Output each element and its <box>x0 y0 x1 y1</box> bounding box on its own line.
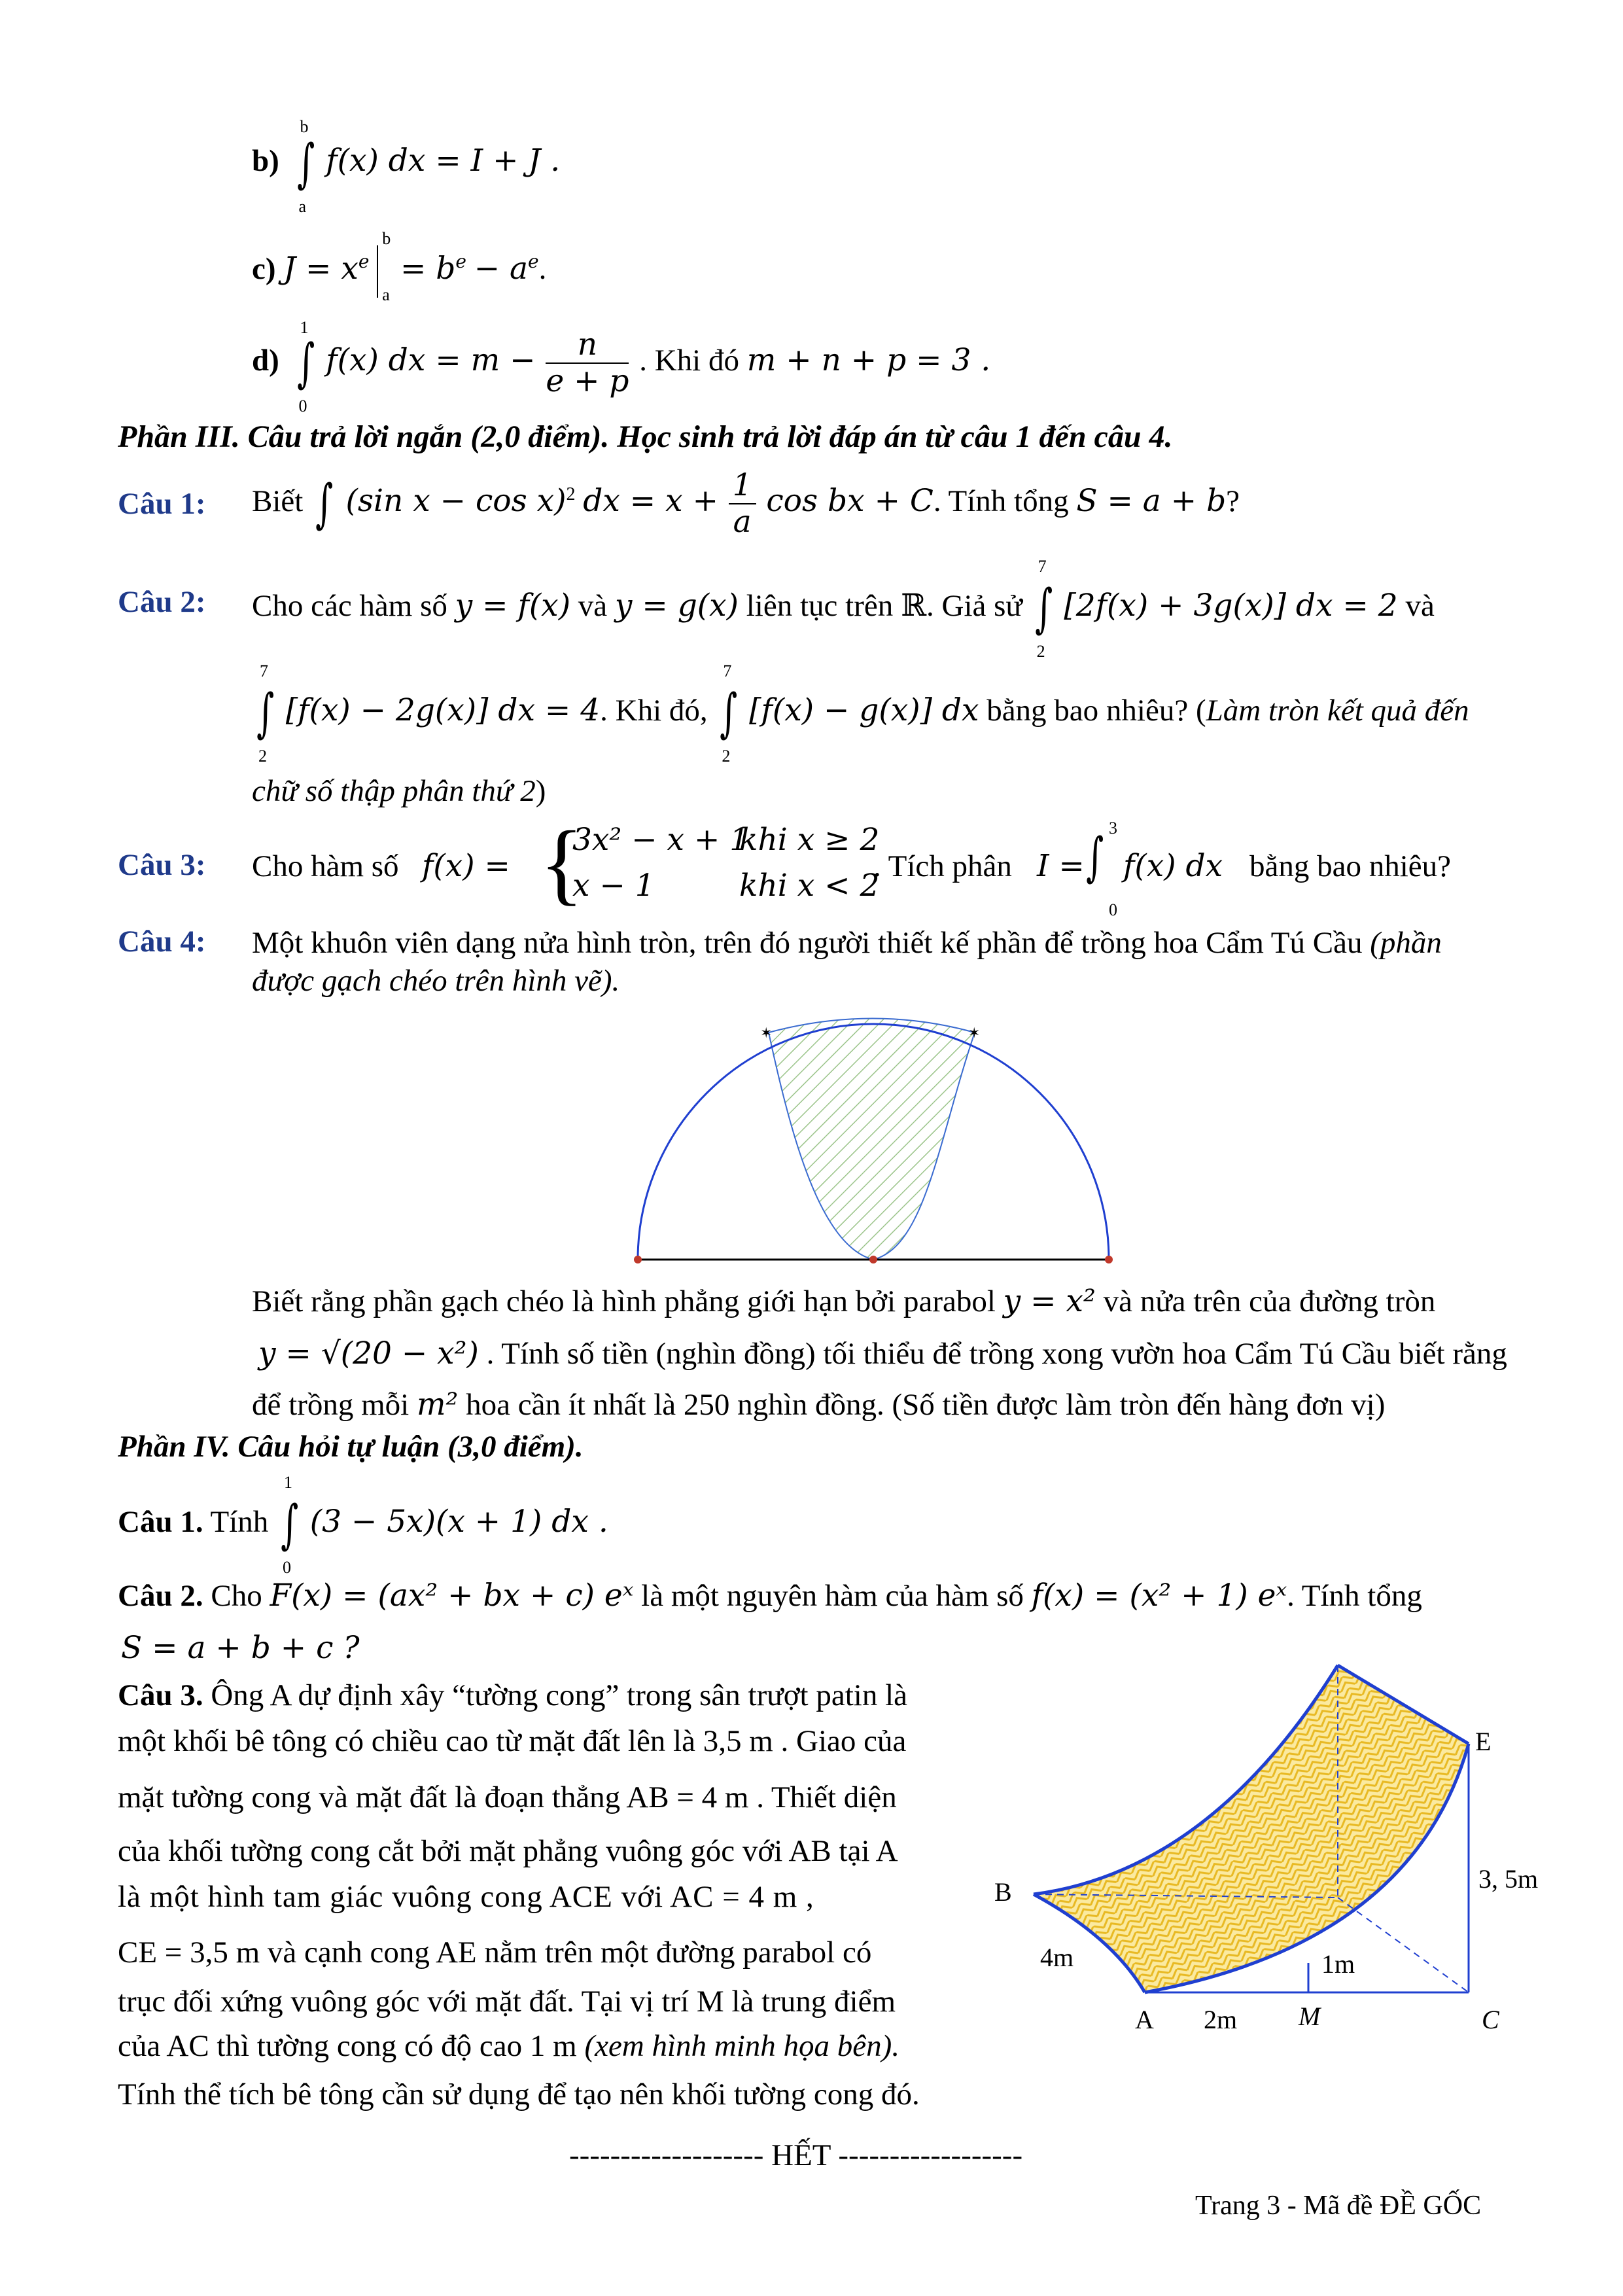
f-expr: y = f(x) <box>455 587 571 624</box>
part3-q2-label: Câu 2: <box>118 585 206 619</box>
item-d-expr: f(x) dx = m − <box>326 342 536 378</box>
expr: (3 − 5x)(x + 1) dx . <box>309 1503 608 1540</box>
lower-limit: 2 <box>1036 642 1045 661</box>
int2: [f(x) − 2g(x)] dx = 4 <box>285 692 601 728</box>
label: Câu 2. <box>118 1579 203 1613</box>
fx: f(x) = <box>422 848 510 884</box>
text: . Tính tổng <box>1287 1579 1422 1613</box>
part4-q3-line7: trục đối xứng vuông góc với mặt đất. Tại vị trí M là trung điểm <box>118 1985 896 2019</box>
upper-limit: b <box>300 117 309 136</box>
integral-sign: ∫ <box>1086 826 1104 887</box>
upper-limit: 1 <box>300 318 309 338</box>
text: và <box>578 588 608 623</box>
text: . Tích phân <box>873 849 1012 883</box>
text: Tính <box>210 1504 269 1539</box>
text: bằng bao nhiêu? ( <box>986 693 1206 728</box>
lower-limit: 0 <box>283 1558 292 1577</box>
exp: e <box>358 251 370 273</box>
text: ) <box>535 774 546 808</box>
q1-mid: dx = x + <box>583 482 718 519</box>
exp: e <box>455 251 466 273</box>
part3-q4-line1 <box>252 924 1442 963</box>
lower-limit: 2 <box>722 747 731 766</box>
upper-limit: 7 <box>260 662 268 680</box>
tail-expr: m + n + p = 3 . <box>746 342 991 378</box>
lower-limit: a <box>298 197 307 216</box>
part3-q4-line2: được gạch chéo trên hình vẽ). <box>252 964 620 998</box>
part3-q4-desc2 <box>258 1335 1507 1373</box>
end-marker: ------------------- HẾT ------------------ <box>569 2138 1023 2172</box>
part3-q3-label: Câu 3: <box>118 848 206 882</box>
label: Câu 1. <box>118 1504 203 1539</box>
right-end-point <box>1105 1256 1113 1263</box>
label-A: A <box>1135 2005 1154 2034</box>
left-end-point <box>634 1256 642 1263</box>
f-expr: f(x) = (x² + 1) eˣ <box>1031 1578 1287 1614</box>
label-E: E <box>1475 1727 1492 1756</box>
reals: ℝ <box>900 588 927 623</box>
price: 250 <box>683 1388 730 1422</box>
I: I = <box>1037 848 1085 884</box>
q1-tail-expr: S = a + b <box>1076 482 1227 519</box>
g-expr: y = g(x) <box>614 587 739 624</box>
part3-q4-label: Câu 4: <box>118 925 206 959</box>
note: (phần <box>1370 926 1442 960</box>
note: chữ số thập phân thứ 2 <box>252 774 536 808</box>
minus: − a <box>474 250 529 287</box>
parabola: y = x² <box>1003 1283 1096 1319</box>
item-c-expr: J = x <box>283 250 358 287</box>
label-height: 3, 5m <box>1478 1864 1539 1894</box>
text: là một nguyên hàm của hàm số <box>641 1579 1024 1613</box>
case1-expr: 3x² − x + 1 <box>572 822 750 858</box>
text: Cho hàm số <box>252 849 399 883</box>
part4-q3-line5: là một hình tam giác vuông cong ACE với AC = 4 m , <box>118 1880 814 1914</box>
F-expr: F(x) = (ax² + bx + c) eˣ <box>270 1578 634 1614</box>
part4-q3-line9: Tính thể tích bê tông cần sử dụng để tạo nên khối tường cong đó. <box>118 2077 920 2111</box>
part4-q2-line2: S = a + b + c ? <box>121 1630 360 1666</box>
exp: 2 <box>566 484 576 505</box>
part3-q2-line2 <box>252 662 1469 766</box>
item-c-label: c) <box>252 251 276 286</box>
num: 1 <box>729 468 756 504</box>
part3-title: Phần III. Câu trả lời ngắn (2,0 điểm). Học sinh trả lời đáp án từ câu 1 đến câu 4. <box>118 419 1173 454</box>
label-AB: 4m <box>1040 1943 1074 1972</box>
lower-limit: 0 <box>298 397 307 416</box>
upper-limit: 7 <box>1038 557 1047 576</box>
text: Ông A dự định xây “tường cong” trong sân trượt patin là <box>211 1678 908 1712</box>
label-C: C <box>1482 2005 1499 2034</box>
part4-q3-line4: của khối tường cong cắt bởi mặt phẳng vuông góc với AB tại A <box>118 1834 898 1868</box>
part4-q3-line1 <box>118 1676 907 1715</box>
tail: . Khi đó <box>639 343 739 378</box>
case2-cond: khi x < 2 <box>739 868 880 904</box>
page-footer: Trang 3 - Mã đề ĐỀ GỐC <box>1195 2191 1482 2221</box>
hatched-region <box>769 1019 975 1260</box>
fraction <box>729 468 756 540</box>
integral-sign: ∫ <box>296 133 315 194</box>
item-b-label: b) <box>252 143 279 178</box>
upper-limit: 7 <box>723 662 732 680</box>
text: . Giả sử <box>926 588 1022 623</box>
part4-q3-line2: một khối bê tông có chiều cao từ mặt đất lên là 3,5 m . Giao của <box>118 1724 907 1758</box>
bar-upper: b <box>382 229 391 248</box>
part3-q1-label: Câu 1: <box>118 487 206 521</box>
part4-q3-line3: mặt tường cong và mặt đất là đoạn thẳng AB = 4 m . Thiết diện <box>118 1780 897 1814</box>
q1-end: ? <box>1226 484 1240 518</box>
note: Làm tròn kết quả đến <box>1206 693 1469 728</box>
item-b-expr: f(x) dx = I + J . <box>326 142 561 179</box>
den: e + p <box>546 363 629 400</box>
body: f(x) dx <box>1123 848 1223 884</box>
text: và nửa trên của đường tròn <box>1103 1284 1436 1318</box>
lower-limit: 0 <box>1109 900 1117 919</box>
q1-integrand: (sin x − cos x) <box>345 482 567 519</box>
curved-wall-figure <box>994 1636 1557 2041</box>
part3-q1 <box>252 468 1240 540</box>
end: . <box>538 251 547 286</box>
case1-cond: khi x ≥ 2 <box>739 822 880 858</box>
eval: = b <box>400 250 456 287</box>
label-M: M <box>1299 2002 1321 2031</box>
integral-sign: ∫ <box>296 332 315 394</box>
right-arrow-mark: ✶ <box>968 1025 981 1041</box>
label-M1: 1m <box>1321 1949 1355 1979</box>
text: bằng bao nhiêu? <box>1249 849 1452 883</box>
semicircle-figure <box>628 1008 1164 1282</box>
circle-eq: y = √(20 − x²) <box>258 1335 479 1371</box>
integral-sign: ∫ <box>1034 578 1053 639</box>
text: và <box>1405 588 1435 623</box>
part4-title: Phần IV. Câu hỏi tự luận (3,0 điểm). <box>118 1430 584 1464</box>
item-d-label: d) <box>252 343 279 378</box>
part3-q2-line1 <box>252 557 1435 661</box>
part4-q3-line8 <box>118 2027 899 2066</box>
q1-text: Biết <box>252 484 304 518</box>
label-B: B <box>994 1877 1012 1907</box>
lower-limit: 2 <box>258 747 267 766</box>
text: liên tục trên <box>746 588 894 623</box>
note: (xem hình minh họa bên). <box>584 2029 900 2063</box>
text: Biết rằng phần gạch chéo là hình phẳng giới hạn bởi parabol <box>252 1284 996 1318</box>
item-d <box>252 318 991 416</box>
upper-limit: 3 <box>1109 819 1117 838</box>
integral-sign: ∫ <box>720 682 738 743</box>
bar-lower: a <box>382 285 390 304</box>
upper-limit: 1 <box>284 1473 293 1492</box>
num: n <box>546 327 629 364</box>
q1-after: cos bx + C <box>766 482 934 519</box>
unit: m² <box>416 1386 459 1422</box>
part4-q3-line6: CE = 3,5 m và cạnh cong AE nằm trên một đường parabol có <box>118 1935 872 1969</box>
part3-q2-line3 <box>252 772 546 811</box>
text: của AC thì tường cong có độ cao 1 m <box>118 2029 577 2063</box>
exp: e <box>528 251 539 273</box>
part3-q4-desc3 <box>252 1386 1385 1424</box>
brace: { <box>540 813 584 914</box>
text: hoa cần ít nhất là <box>466 1388 676 1422</box>
item-b <box>252 117 561 222</box>
int1: [2f(x) + 3g(x)] dx = 2 <box>1064 587 1398 624</box>
center-point <box>869 1256 877 1263</box>
den: a <box>733 504 752 540</box>
text: Cho các hàm số <box>252 588 447 623</box>
fraction <box>546 327 629 399</box>
integral-sign: ∫ <box>315 473 334 535</box>
integral-sign: ∫ <box>281 1494 299 1555</box>
text: Cho <box>211 1579 262 1613</box>
left-arrow-mark: ✶ <box>760 1025 773 1041</box>
int3: [f(x) − g(x)] dx <box>749 692 979 728</box>
case2-expr: x − 1 <box>572 868 655 904</box>
integral-sign: ∫ <box>256 682 275 743</box>
item-c <box>252 229 547 304</box>
part4-q1 <box>118 1473 608 1577</box>
text: Một khuôn viên dạng nửa hình tròn, trên đó người thiết kế phần để trồng hoa Cẩm Tú Cầu <box>252 926 1363 960</box>
q1-tail: . Tính tổng <box>933 484 1069 518</box>
text: để trồng mỗi <box>252 1388 410 1422</box>
label-AM: 2m <box>1204 2005 1238 2034</box>
text: . Tính số tiền (nghìn đồng) tối thiểu để trồng xong vườn hoa Cẩm Tú Cầu biết rằng <box>486 1337 1507 1371</box>
text: nghìn đồng. (Số tiền được làm tròn đến hàng đơn vị) <box>737 1388 1386 1422</box>
part4-q2-line1 <box>118 1577 1422 1616</box>
label: Câu 3. <box>118 1678 203 1712</box>
text: . Khi đó, <box>600 693 708 728</box>
hidden-edge-C <box>1338 1898 1469 1992</box>
part3-q4-desc1 <box>252 1282 1435 1321</box>
wall-surface <box>1034 1665 1469 1992</box>
